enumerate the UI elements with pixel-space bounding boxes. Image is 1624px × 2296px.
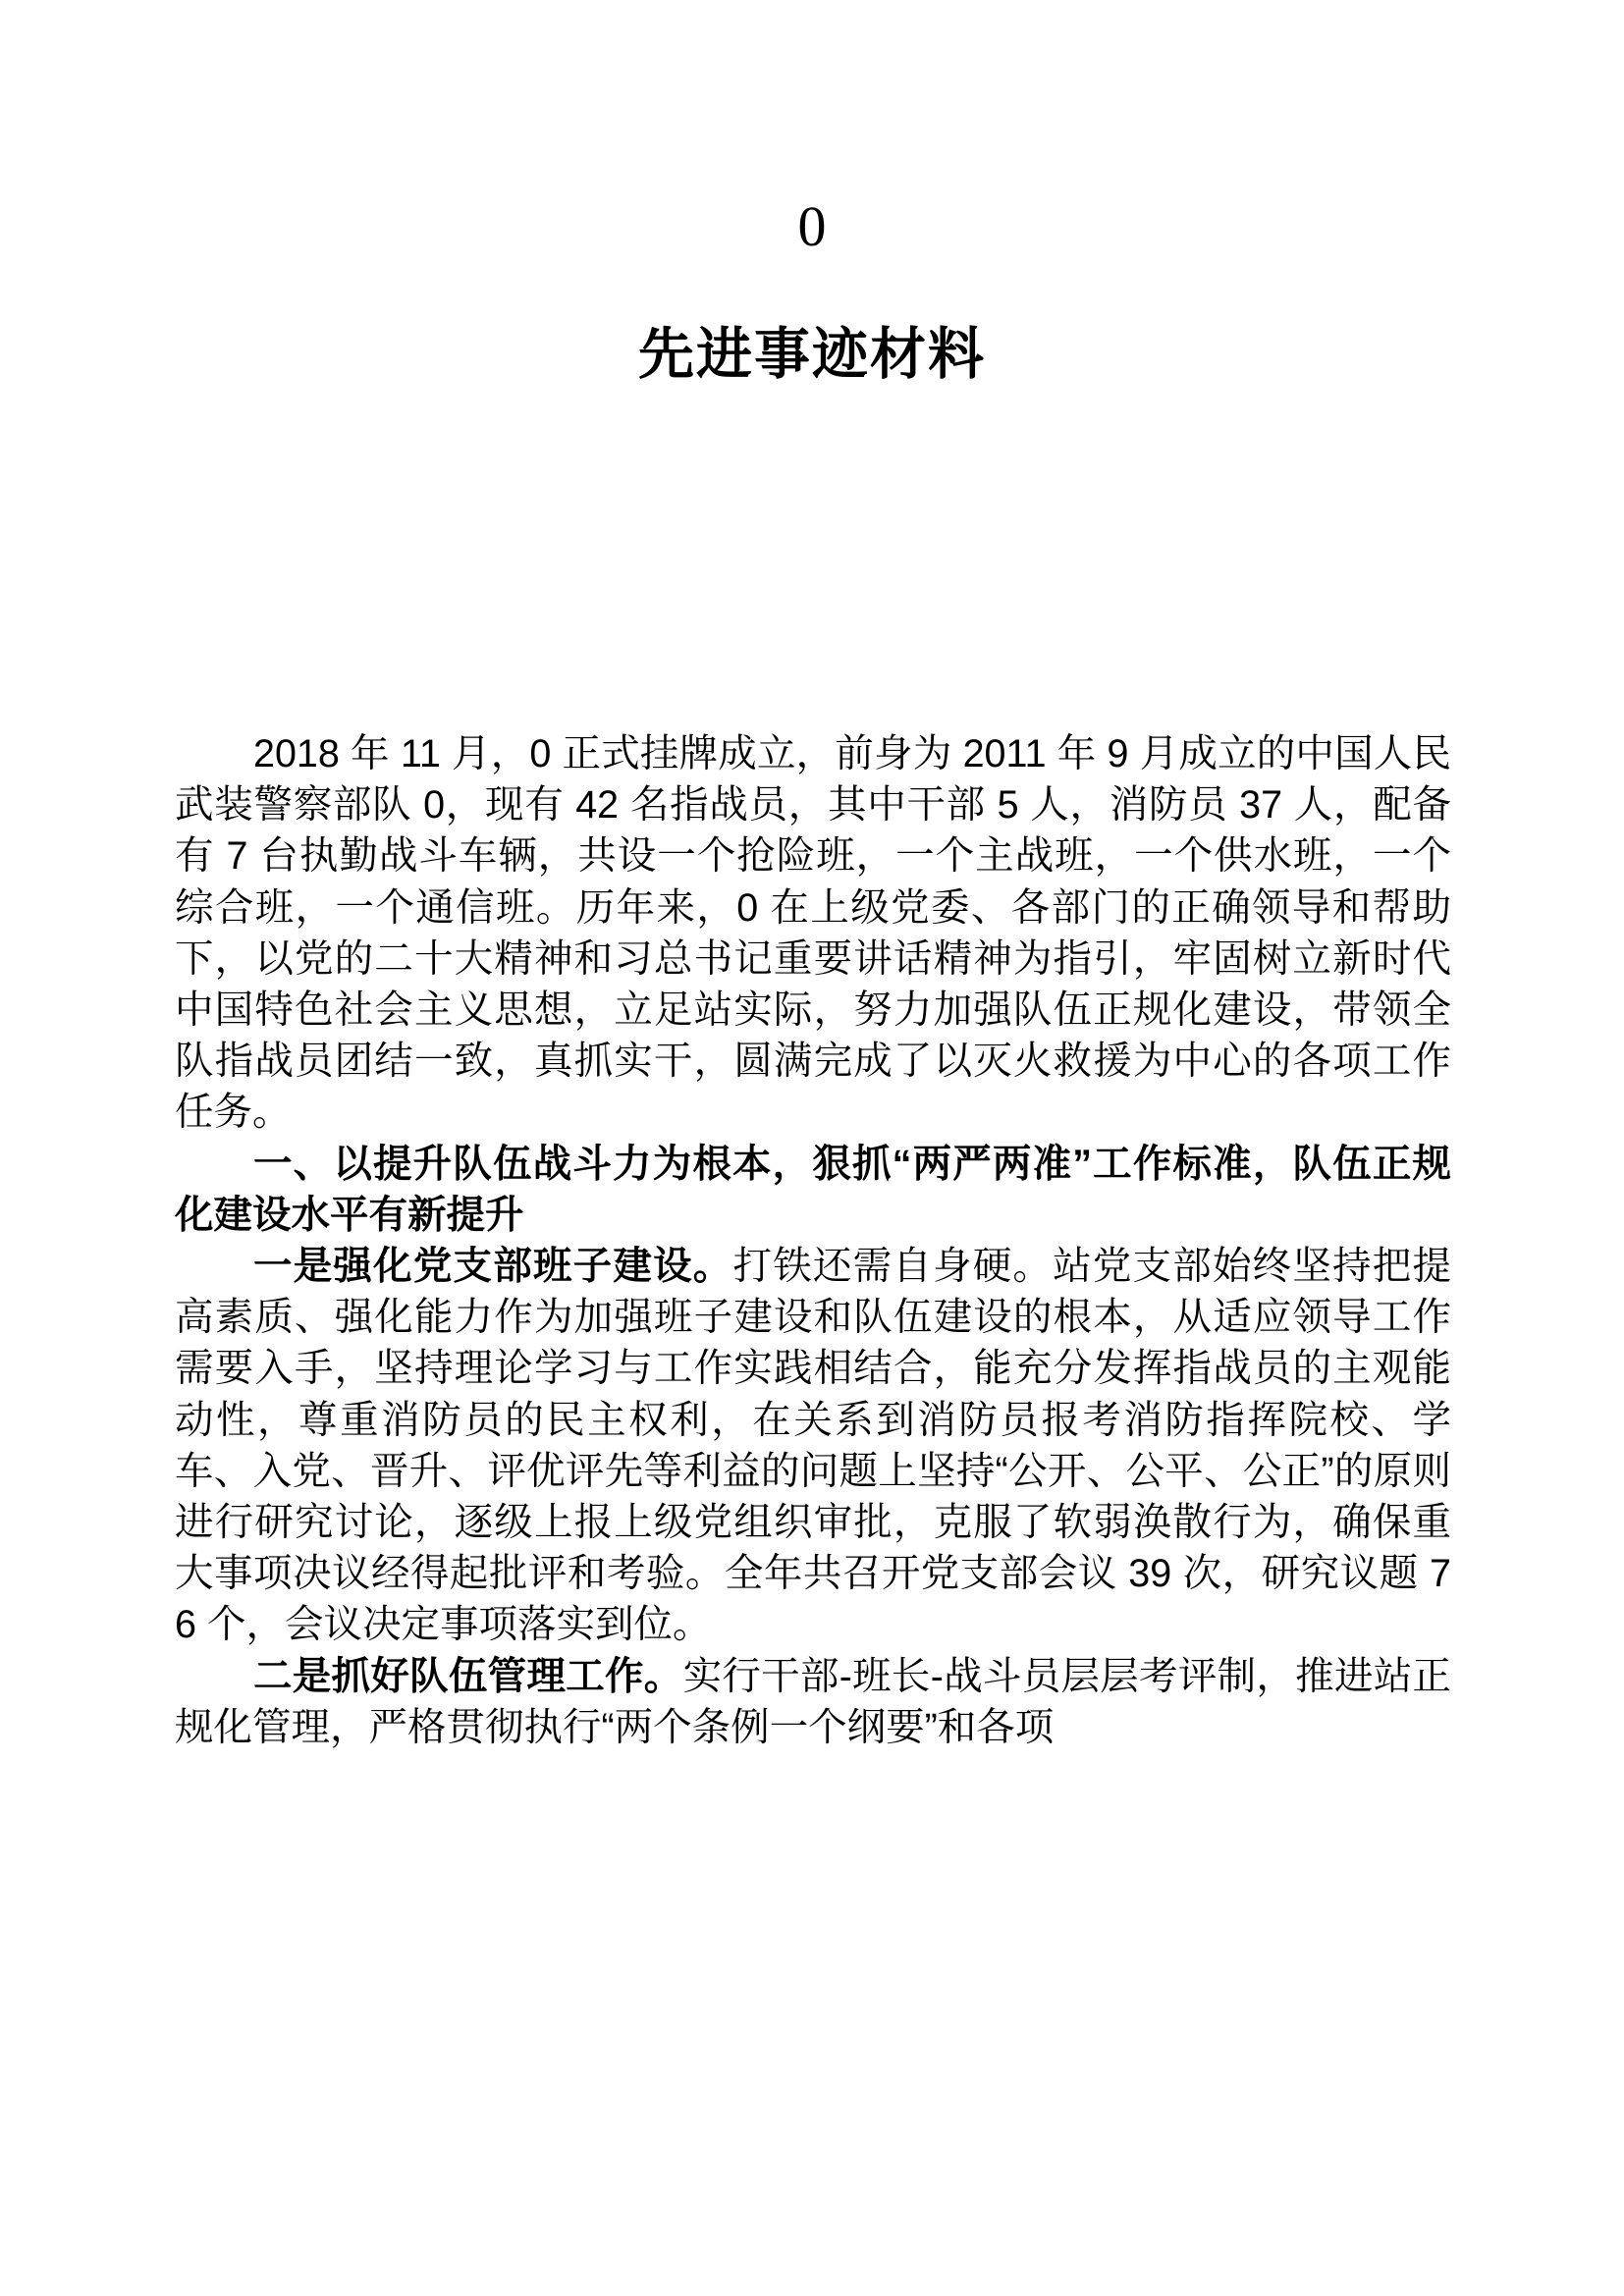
document-body [175, 728, 1451, 1753]
paragraph-point-one [175, 1241, 1451, 1651]
paragraph-point-two [175, 1651, 1451, 1753]
text-run: 实行干部-班长-战斗员层层考评制，推进站正规化管理，严格贯彻执行“两个条例一个纲要”和各项 [175, 1654, 1452, 1749]
section-heading-one [175, 1139, 1451, 1241]
paragraph-intro [175, 728, 1451, 1139]
text-run-bold: 一是强化党支部班子建设。 [253, 1245, 733, 1289]
text-run: 打铁还需自身硬。站党支部始终坚持把提高素质、强化能力作为加强班子建设和队伍建设的根本，从适应领导工作需要入手，坚持理论学习与工作实践相结合，能充分发挥指战员的主观能动性，尊重消防员的民主权利，在关系到消防员报考消防指挥院校、学车、入党、晋升、评优评先等利益的问题上坚持“公开、公平、公正”的原则进行研究讨论，逐级上报上级党组织审批，克服了软弱涣散行为，确保重大事项决议经得起批评和考验。全年共召开党支部会议 39 次，研究议题 76 个，会议决定事项落实到位。 [175, 1245, 1452, 1647]
document-code: 0 [797, 194, 827, 258]
text-run-bold: 二是抓好队伍管理工作。 [253, 1654, 683, 1698]
text-run-bold: 一、以提升队伍战斗力为根本，狠抓“两严两准”工作标准，队伍正规化建设水平有新提升 [175, 1142, 1451, 1237]
page-title: 先进事迹材料 [638, 324, 986, 387]
text-run: 2018 年 11 月，0 正式挂牌成立，前身为 2011 年 9 月成立的中国人民武装警察部队 0，现有 42 名指战员，其中干部 5 人，消防员 37 人，配备有 7 台执勤战斗车辆，共设一个抢险班，一个主战班，一个供水班，一个综合班，一个通信班。历年来，0 在上级党委、各部门的正确领导和帮助下，以党的二十大精神和习总书记重要讲话精神为指引，牢固树立新时代中国特色社会主义思想，立足站实际，努力加强队伍正规化建设，带领全队指战员团结一致，真抓实干，圆满完成了以灭火救援为中心的各项工作任务。 [175, 732, 1451, 1135]
